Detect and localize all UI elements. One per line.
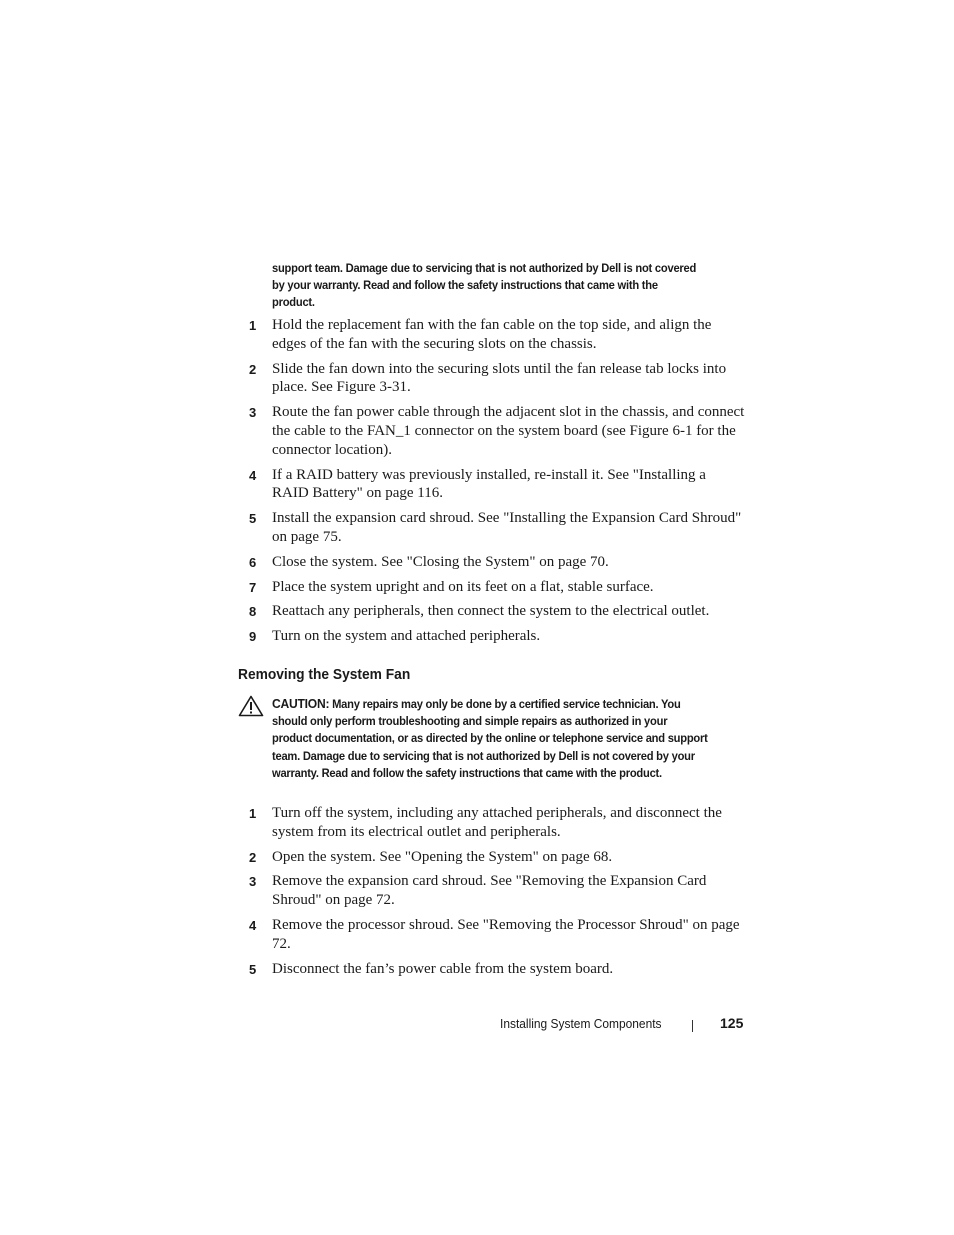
step-number: 5 — [249, 961, 257, 977]
step-number: 3 — [249, 405, 257, 421]
step-number: 5 — [249, 511, 257, 527]
step-text: Reattach any peripherals, then connect the system to the electrical outlet. — [272, 603, 710, 620]
step-number: 4 — [249, 917, 257, 933]
list-item — [246, 578, 746, 597]
caution-body: Many repairs may only be done by a certified service technician. You should only perform troubleshooting and simple repairs as authorized in your product documentation, or as directed by the online or telephone service and support team. Damage due to servicing that is not authorized by Dell is not covered by your warranty. Read and follow the safety instructions that came with the product. — [272, 697, 708, 780]
list-item — [246, 872, 746, 910]
step-text: If a RAID battery was previously installed, re-install it. See "Installing a RAID Battery" on page 116. — [272, 466, 706, 502]
page-number: 125 — [720, 1015, 744, 1031]
list-item — [246, 360, 746, 398]
caution-line: by your warranty. Read and follow the safety instructions that came with the — [272, 278, 658, 293]
step-text: Slide the fan down into the securing slots until the fan release tab locks into place. See Figure 3-31. — [272, 360, 727, 396]
step-number: 2 — [249, 849, 257, 865]
step-text: Place the system upright and on its feet on a flat, stable surface. — [272, 578, 654, 595]
step-text: Hold the replacement fan with the fan cable on the top side, and align the edges of the fan with the securing slots on the chassis. — [272, 317, 712, 352]
step-number: 3 — [249, 874, 257, 890]
step-text: Disconnect the fan’s power cable from the system board. — [272, 960, 614, 977]
list-item — [246, 848, 746, 867]
caution-text — [272, 695, 709, 782]
install-steps-list — [246, 316, 746, 652]
list-item — [246, 466, 746, 504]
list-item — [246, 602, 746, 621]
section-heading: Removing the System Fan — [238, 667, 411, 683]
step-text: Open the system. See "Opening the System" on page 68. — [272, 848, 613, 865]
footer-separator — [692, 1020, 693, 1032]
step-number: 1 — [249, 806, 257, 821]
caution-continuation — [272, 260, 709, 312]
caution-line: support team. Damage due to servicing that is not authorized by Dell is not covered — [272, 261, 697, 275]
step-number: 8 — [249, 604, 257, 620]
step-number: 7 — [249, 579, 257, 595]
step-text: Remove the processor shroud. See "Removing the Processor Shroud" on page 72. — [272, 916, 740, 952]
list-item — [246, 509, 746, 547]
list-item — [246, 960, 746, 979]
remove-steps-list — [246, 804, 746, 984]
list-item — [246, 916, 746, 954]
caution-label: CAUTION: — [272, 696, 330, 711]
step-text: Route the fan power cable through the adjacent slot in the chassis, and connect the cable to the FAN_1 connector on the system board (see Figure 6-1 for the connector location). — [272, 404, 745, 458]
list-item — [246, 553, 746, 572]
step-text: Close the system. See "Closing the System" on page 70. — [272, 553, 609, 570]
step-number: 2 — [249, 361, 257, 377]
page-footer — [480, 1015, 745, 1035]
step-text: Turn on the system and attached peripherals. — [272, 628, 541, 645]
list-item — [246, 627, 746, 646]
step-text: Install the expansion card shroud. See "Installing the Expansion Card Shroud" on page 75. — [272, 510, 742, 545]
step-number: 6 — [249, 554, 257, 570]
step-number: 1 — [249, 318, 257, 333]
list-item — [246, 403, 746, 459]
step-text: Turn off the system, including any attached peripherals, and disconnect the system from its electrical outlet and peripherals. — [272, 805, 722, 840]
list-item — [246, 316, 746, 354]
caution-line: product. — [272, 295, 315, 310]
list-item — [246, 804, 746, 842]
caution-triangle-icon — [238, 695, 264, 717]
step-number: 4 — [249, 467, 257, 483]
step-number: 9 — [249, 629, 257, 645]
footer-chapter-title: Installing System Components — [500, 1016, 662, 1031]
step-text: Remove the expansion card shroud. See "Removing the Expansion Card Shroud" on page 72. — [272, 873, 707, 909]
